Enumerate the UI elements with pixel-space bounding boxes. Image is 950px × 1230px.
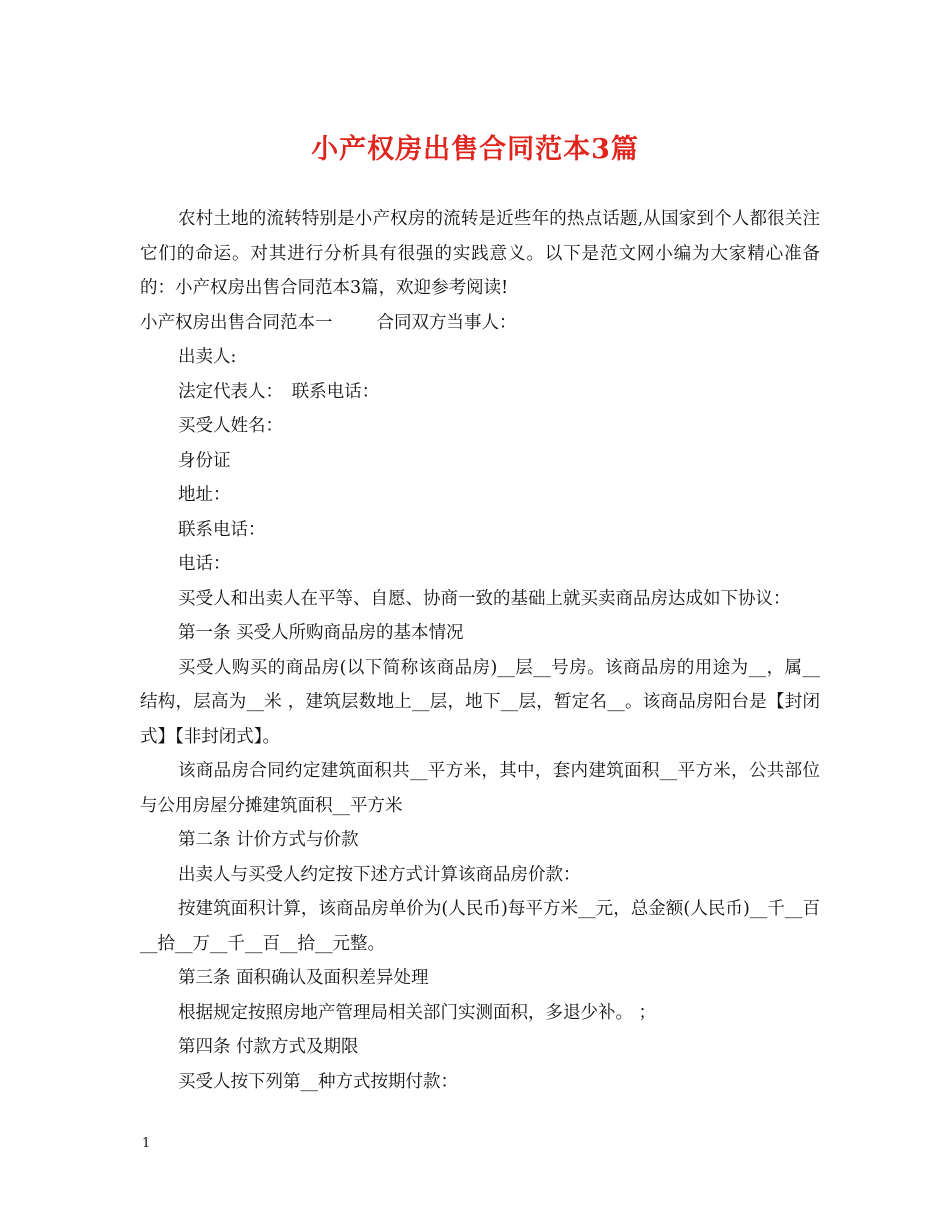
phone-line: 电话： [178,554,231,574]
buyer-name-line: 买受人姓名： [178,416,283,436]
page-number: 1 [142,1136,151,1151]
article-two-paragraph-2: 按建筑面积计算，该商品房单价为(人民币)每平方米__元，总金额(人民币)__千__百__拾__万__千__百__拾__元整。 [140,899,820,954]
document-title: 小产权房出售合同范本3篇 [311,134,639,165]
article-two-heading: 第二条 计价方式与价款 [178,830,359,850]
section-heading-line [140,306,820,341]
address-line: 地址： [178,485,231,505]
seller-line: 出卖人: [178,347,237,367]
intro-paragraph: 农村土地的流转特别是小产权房的流转是近些年的热点话题,从国家到个人都很关注它们的命运。对其进行分析具有很强的实践意义。以下是范文网小编为大家精心准备的：小产权房出售合同范本3篇，欢迎参考阅读! [140,209,820,298]
document-body [140,202,820,1099]
parties-heading: 合同双方当事人： [376,312,517,333]
article-three-heading: 第三条 面积确认及面积差异处理 [178,968,429,988]
article-one-paragraph-2: 该商品房合同约定建筑面积共__平方米，其中，套内建筑面积__平方米，公共部位与公用房屋分摊建筑面积__平方米 [140,761,820,816]
contact-phone-line: 联系电话： [178,519,266,540]
agreement-statement: 买受人和出卖人在平等、自愿、协商一致的基础上就买卖商品房达成如下协议： [178,588,791,609]
article-three-paragraph: 根据规定按照房地产管理局相关部门实测面积，多退少补。 ； [178,1002,657,1023]
id-card-line: 身份证 [178,450,231,471]
section-heading: 小产权房出售合同范本一 [140,312,333,333]
article-four-heading: 第四条 付款方式及期限 [178,1037,359,1057]
article-one-heading: 第一条 买受人所购商品房的基本情况 [178,623,464,643]
article-four-paragraph: 买受人按下列第__种方式按期付款： [178,1071,458,1092]
article-two-paragraph-1: 出卖人与买受人约定按下述方式计算该商品房价款： [178,864,581,885]
article-one-paragraph-1: 买受人购买的商品房(以下简称该商品房)__层__号房。该商品房的用途为__，属__结构，层高为__米 ，建筑层数地上__层，地下__层，暂定名__。该商品房阳台是【封闭式】【非封闭式】。 [140,657,820,747]
legal-representative-line: 法定代表人： 联系电话： [178,381,380,402]
